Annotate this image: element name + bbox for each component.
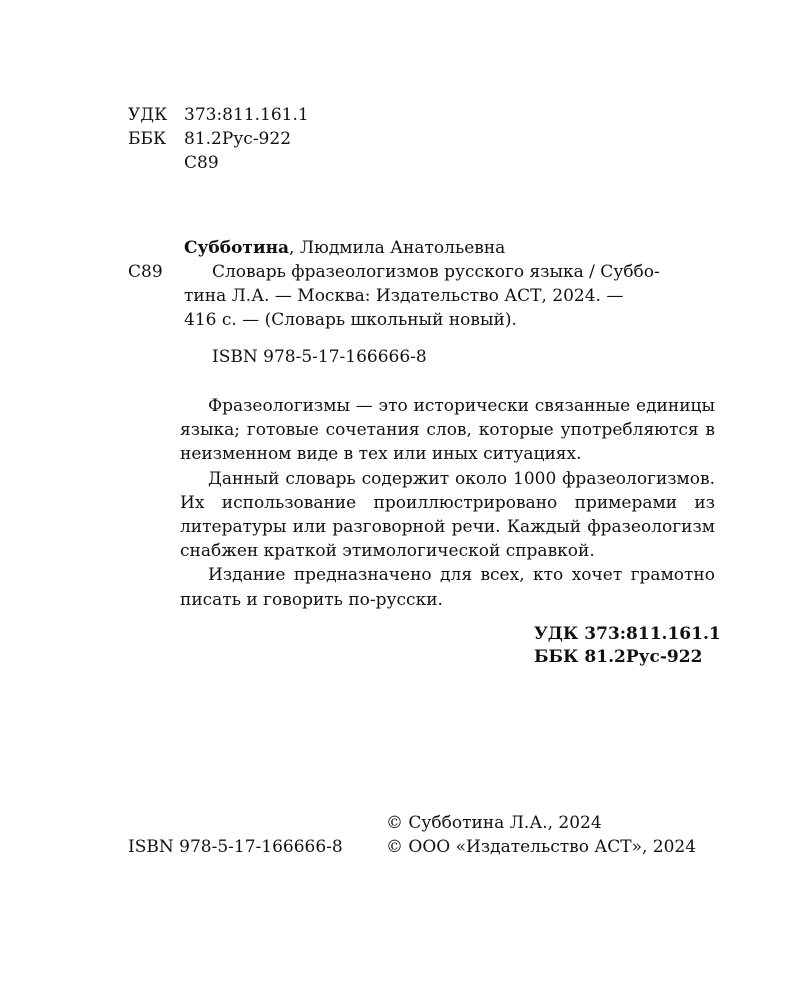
record-isbn: ISBN 978-5-17-166666-8 (212, 347, 427, 367)
bbk-line (128, 127, 291, 151)
udk-label: УДК (128, 105, 168, 125)
copyright-publisher: © ООО «Издательство АСТ», 2024 (386, 837, 697, 857)
udk-value: 373:811.161.1 (184, 105, 309, 125)
author-name (184, 236, 505, 260)
annotation-paragraph: Фразеологизмы — это исторически связанные единицы языка; готовые сочетания слов, которые употребляются в неизменном виде в тех или иных ситуациях. (180, 396, 715, 465)
author-given-names: , Людмила Анатольевна (289, 238, 506, 258)
copyright-author: © Субботина Л.А., 2024 (386, 813, 602, 833)
footer-isbn: ISBN 978-5-17-166666-8 (128, 837, 343, 857)
title-line-1: Словарь фразеологизмов русского языка / Суббо- (212, 262, 660, 282)
author-mark-top: С89 (184, 153, 219, 173)
bottom-bbk: ББК 81.2Рус-922 (534, 647, 703, 667)
author-surname: Субботина (184, 238, 290, 258)
annotation (180, 394, 715, 612)
annotation-paragraph: Данный словарь содержит около 1000 фразеологизмов. Их использование проиллюстрировано примерами из литературы или разговорной речи. Каждый фразеологизм снабжен краткой этимологической справкой. (180, 468, 715, 562)
annotation-paragraph: Издание предназначено для всех, кто хочет грамотно писать и говорить по-русски. (180, 565, 715, 610)
author-mark-record: С89 (128, 262, 163, 282)
bbk-label: ББК (128, 129, 167, 149)
title-line-3: 416 с. — (Словарь школьный новый). (184, 310, 517, 330)
title-line-2: тина Л.А. — Москва: Издательство АСТ, 2024. — (184, 286, 624, 306)
udk-line (128, 103, 309, 127)
bottom-udk: УДК 373:811.161.1 (534, 624, 721, 644)
bbk-value: 81.2Рус-922 (184, 129, 292, 149)
